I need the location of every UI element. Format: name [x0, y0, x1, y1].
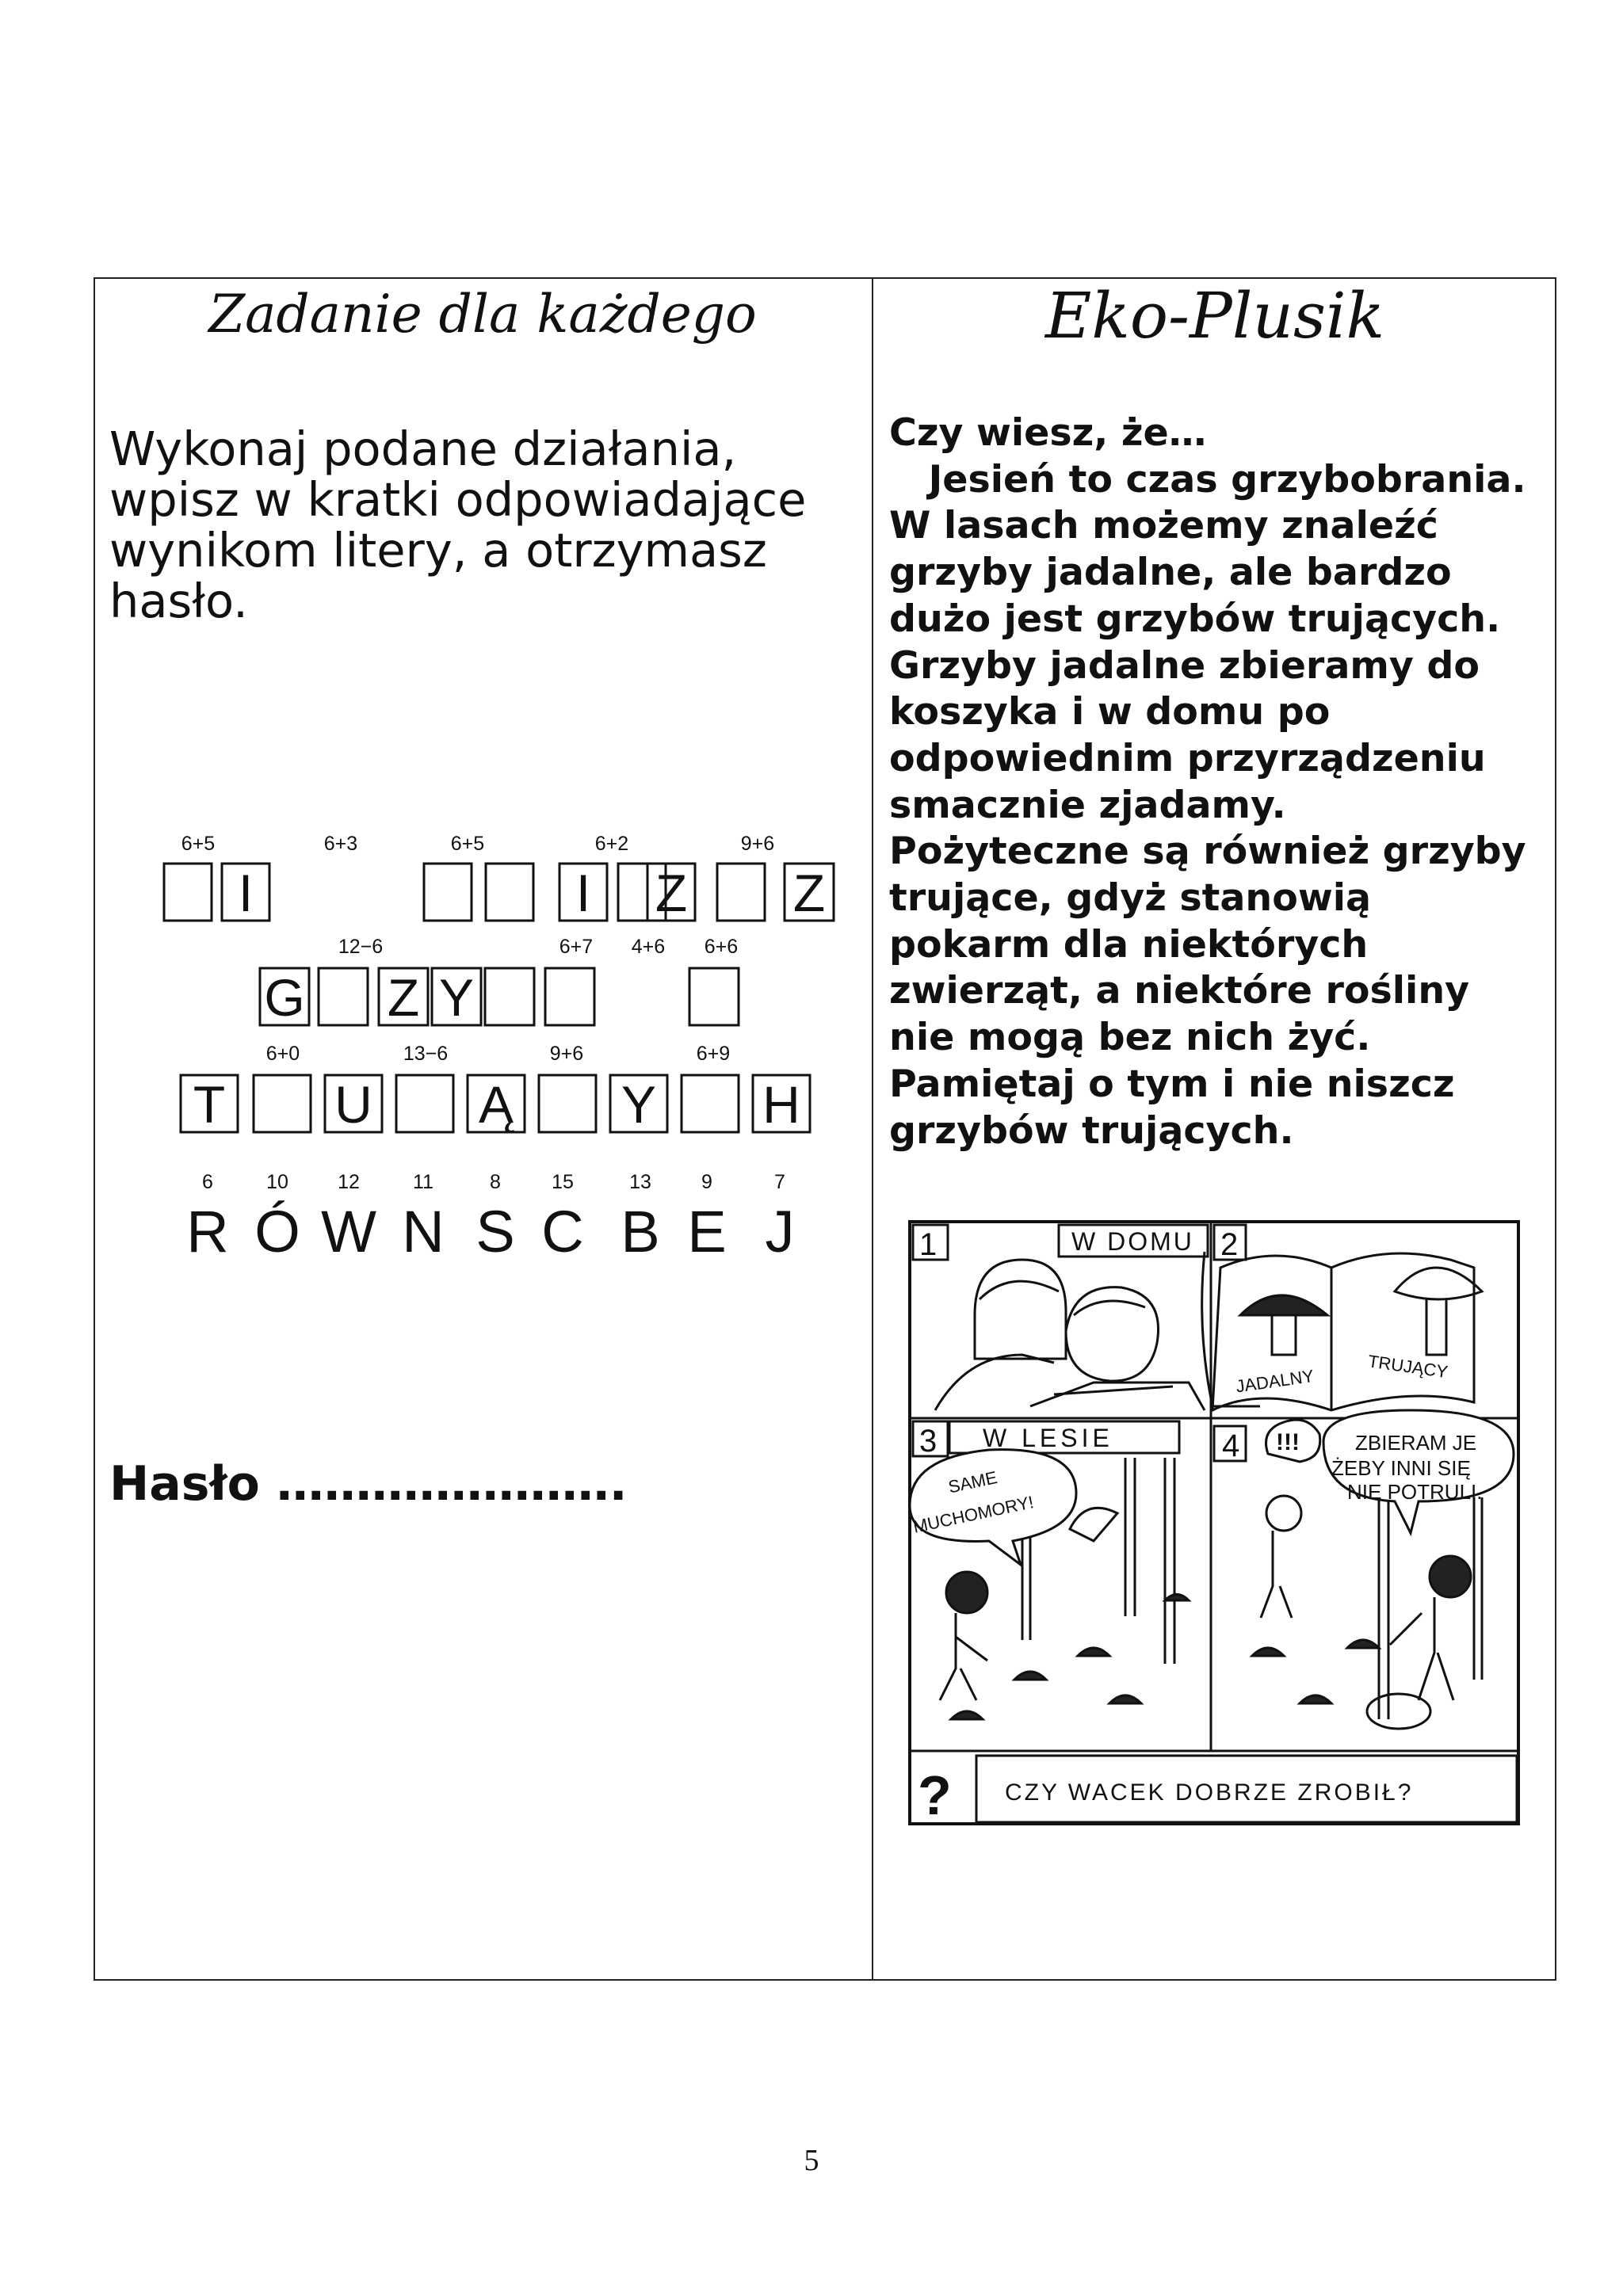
puzzle-row1-operation: 6+5	[450, 833, 485, 855]
puzzle-row3-operation: 6+0	[265, 1043, 300, 1065]
puzzle-row3-cell-letter: T	[193, 1075, 226, 1134]
key-letter: C	[541, 1199, 584, 1264]
fact-line: grzybów trujących.	[889, 1108, 1294, 1153]
puzzle-row3-cell-letter: Ą	[478, 1075, 514, 1134]
answer-label: Hasło ………………….	[109, 1456, 628, 1512]
puzzle-row1-cell-letter: Z	[792, 864, 826, 922]
puzzle-row2-cell-letter: Z	[387, 968, 420, 1027]
fact-line: nie mogą bez nich żyć.	[889, 1016, 1371, 1060]
puzzle-row2-operation: 12−6	[338, 936, 384, 958]
question-mark-icon: ?	[918, 1764, 952, 1826]
panel1-number: 1	[919, 1227, 938, 1262]
puzzle-row1-operation: 6+5	[181, 833, 216, 855]
fact-line: Czy wiesz, że…	[889, 411, 1207, 455]
panel1-children-illustration	[935, 1260, 1205, 1410]
puzzle-row1-cell-letter: I	[575, 864, 591, 922]
puzzle-row2-operation: 6+6	[704, 936, 739, 958]
comic-question: CZY WACEK DOBRZE ZROBIŁ?	[1005, 1779, 1414, 1806]
puzzle-row2-cell-letter: G	[264, 968, 305, 1027]
puzzle-row2-operation: 4+6	[631, 936, 666, 958]
panel3-bubble-line2: MUCHOMORY!	[911, 1492, 1036, 1537]
panel2-label-edible: JADALNY	[1234, 1365, 1316, 1397]
panel3-bubble-line1: SAME	[946, 1467, 999, 1497]
key-number: 13	[629, 1171, 651, 1193]
panel4-bubble-line3: NIE POTRULI.	[1347, 1480, 1483, 1504]
fact-line: Grzyby jadalne zbieramy do	[889, 643, 1480, 688]
key-number: 6	[202, 1171, 213, 1193]
panel1-caption: W DOMU	[1071, 1227, 1194, 1256]
right-column-title: Eko-Plusik	[1044, 279, 1385, 353]
page-number: 5	[804, 2144, 819, 2177]
puzzle-row1-cell-letter: Z	[655, 864, 688, 922]
task-instruction: Wykonaj podane działania, wpisz w kratki odpowiadające wynikom litery, a otrzymasz hasło.	[109, 421, 807, 628]
fact-line: Pożyteczne są również grzyby	[889, 830, 1526, 874]
left-column-title: Zadanie dla każdego	[208, 284, 757, 345]
puzzle-row2-operation: 6+7	[559, 936, 594, 958]
key-letter: R	[186, 1199, 229, 1264]
key-number: 11	[413, 1171, 433, 1193]
fact-line: odpowiednim przyrządzeniu	[889, 736, 1486, 780]
panel3-caption: W LESIE	[983, 1424, 1113, 1452]
fact-line: pokarm dla niektórych	[889, 922, 1369, 967]
puzzle-row3-cell-letter: Y	[621, 1075, 657, 1134]
key-number: 10	[266, 1171, 288, 1193]
fact-line: trujące, gdyż stanowią	[889, 876, 1372, 921]
puzzle-row3-operation: 13−6	[403, 1043, 449, 1065]
key-letter: N	[402, 1199, 445, 1264]
puzzle-row1-operation: 6+2	[594, 833, 629, 855]
key-letter: Ó	[254, 1199, 300, 1264]
fact-line: dużo jest grzybów trujących.	[889, 597, 1501, 641]
puzzle-row1-operation: 9+6	[740, 833, 775, 855]
key-letter: J	[765, 1199, 795, 1264]
panel2-number: 2	[1220, 1227, 1239, 1262]
key-number: 9	[701, 1171, 712, 1193]
panel4-exclaim: !!!	[1276, 1429, 1300, 1455]
puzzle-row1-cell-letter: I	[238, 864, 254, 922]
panel4-number: 4	[1222, 1428, 1240, 1463]
key-number: 12	[338, 1171, 360, 1193]
key-letter: W	[321, 1199, 376, 1264]
panel4-bubble-line2: ŻEBY INNI SIĘ	[1331, 1456, 1471, 1480]
puzzle-row3-cell-letter: U	[334, 1075, 372, 1134]
key-letter: B	[621, 1199, 660, 1264]
fact-line: W lasach możemy znaleźć	[889, 504, 1438, 548]
key-letter: E	[687, 1199, 727, 1264]
panel2-label-poisonous: TRUJĄCY	[1366, 1351, 1449, 1383]
fact-line: Jesień to czas grzybobrania.	[889, 457, 1526, 502]
fact-line: koszyka i w domu po	[889, 690, 1331, 734]
key-number: 8	[490, 1171, 501, 1193]
key-letter: S	[475, 1199, 515, 1264]
key-number: 7	[774, 1171, 785, 1193]
key-number: 15	[552, 1171, 574, 1193]
puzzle-row3-cell-letter: H	[762, 1075, 800, 1134]
fact-line: Pamiętaj o tym i nie niszcz	[889, 1062, 1455, 1106]
puzzle-row3-operation: 9+6	[549, 1043, 584, 1065]
fact-line: zwierząt, a niektóre rośliny	[889, 969, 1470, 1013]
puzzle-row3-operation: 6+9	[696, 1043, 731, 1065]
panel4-bubble-line1: ZBIERAM JE	[1355, 1431, 1477, 1455]
panel4-forest-illustration	[1252, 1496, 1482, 1729]
fact-line: smacznie zjadamy.	[889, 783, 1286, 827]
panel3-number: 3	[919, 1424, 938, 1459]
fact-line: grzyby jadalne, ale bardzo	[889, 551, 1452, 595]
puzzle-row2-cell-letter: Y	[438, 968, 475, 1027]
puzzle-row1-operation: 6+3	[323, 833, 358, 855]
